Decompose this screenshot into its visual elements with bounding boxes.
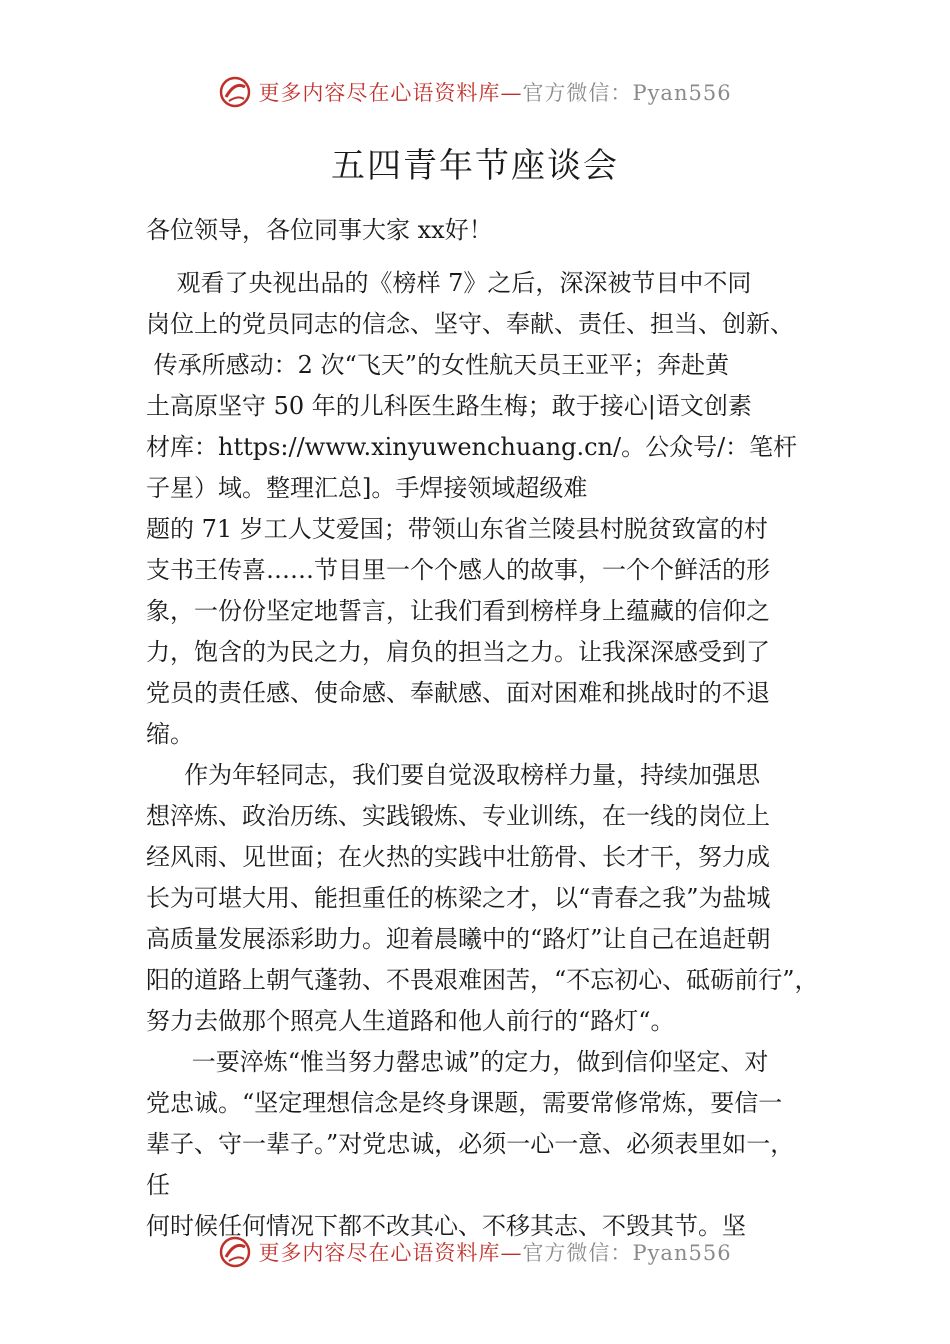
body-line: 传承所感动：2 次“飞天”的女性航天员王亚平；奔赴黄 [146, 351, 730, 379]
body-line: 观看了央视出品的《榜样 7》之后，深深被节目中不同 [146, 269, 752, 297]
body-line: 党忠诚。“坚定理想信念是终身课题，需要常修常炼，要信一 [146, 1089, 783, 1117]
watermark-text: 更多内容尽在心语资料库—官方微信：Pyan556 [258, 1241, 732, 1265]
body-line: 材库：https://www.xinyuwenchuang.cn/。公众号/：笔杆 [146, 433, 798, 461]
body-line: 想淬炼、政治历练、实践锻炼、专业训练，在一线的岗位上 [146, 802, 770, 830]
body-line: 阳的道路上朝气蓬勃、不畏艰难困苦，“不忘初心、砥砺前行”， [146, 966, 819, 994]
body-line: 经风雨、见世面；在火热的实践中壮筋骨、长才干，努力成 [146, 843, 770, 871]
body-line: 土高原坚守 50 年的儿科医生路生梅；敢于接心|语文创素 [146, 392, 752, 420]
body-line: 支书王传喜……节目里一个个感人的故事，一个个鲜活的形 [146, 556, 770, 584]
document-body [146, 210, 826, 1247]
body-line: 一要淬炼“惟当努力罄忠诚”的定力，做到信仰坚定、对 [146, 1048, 769, 1076]
library-logo-icon [218, 1235, 252, 1269]
document-title: 五四青年节座谈会 [331, 146, 619, 186]
body-line: 题的 71 岁工人艾爱国；带领山东省兰陵县村脱贫致富的村 [146, 515, 768, 543]
body-line: 努力去做那个照亮人生道路和他人前行的“路灯“。 [146, 1007, 675, 1035]
watermark-header [0, 72, 950, 112]
body-line: 作为年轻同志，我们要自觉汲取榜样力量，持续加强思 [146, 761, 761, 789]
salutation-line: 各位领导，各位同事大家 xx好！ [146, 216, 493, 244]
body-line: 岗位上的党员同志的信念、坚守、奉献、责任、担当、创新、 [146, 310, 794, 338]
body-line: 何时候任何情况下都不改其心、不移其志、不毁其节。坚 [146, 1212, 746, 1240]
body-line: 象，一份份坚定地誓言，让我们看到榜样身上蕴藏的信仰之 [146, 597, 770, 625]
body-line: 子星）域。整理汇总]。手焊接领域超级难 [146, 474, 588, 502]
watermark-text: 更多内容尽在心语资料库—官方微信：Pyan556 [258, 81, 732, 105]
body-line: 党员的责任感、使命感、奉献感、面对困难和挑战时的不退 [146, 679, 770, 707]
watermark-footer [0, 1232, 950, 1272]
body-line: 高质量发展添彩助力。迎着晨曦中的“路灯”让自己在追赶朝 [146, 925, 771, 953]
body-line: 缩。 [146, 720, 194, 748]
library-logo-icon [218, 75, 252, 109]
body-line: 辈子、守一辈子。”对党忠诚，必须一心一意、必须表里如一， 任 [146, 1130, 810, 1199]
body-line: 长为可堪大用、能担重任的栋梁之才，以“青春之我”为盐城 [146, 884, 771, 912]
body-line: 力，饱含的为民之力，肩负的担当之力。让我深深感受到了 [146, 638, 770, 666]
